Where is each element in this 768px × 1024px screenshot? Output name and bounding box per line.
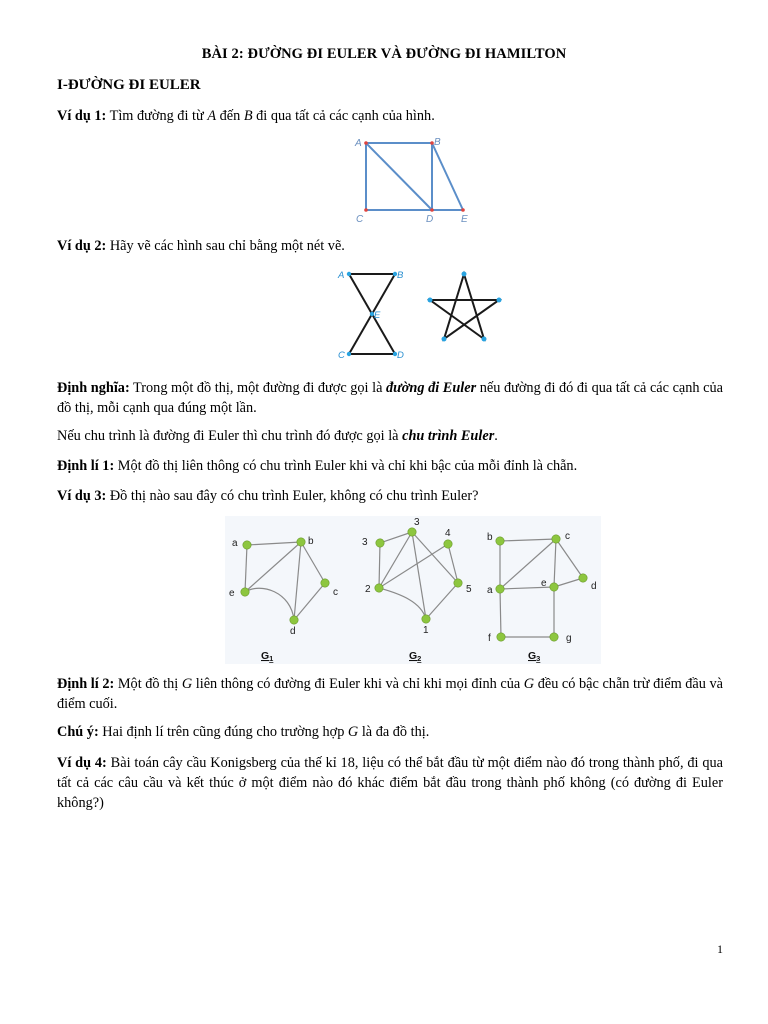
example-4: Ví dụ 4: Bài toán cây cầu Konigsberg của thế kỉ 18, liệu có thể bắt đầu từ một điểm nào đó trong thành phố, đi qua tất cả các câu cầu và kết thúc ở một điểm nào đó khác điểm bắt đầu trong thành phố không (có đường đi Euler không?) (57, 755, 723, 811)
figure-rect-graph (350, 134, 475, 226)
g3-caption: G3 (528, 650, 541, 663)
section-heading-euler: I-ĐƯỜNG ĐI EULER (57, 77, 201, 93)
example-1: Ví dụ 1: Tìm đường đi từ A đến B đi qua tất cả các cạnh của hình. (57, 108, 435, 124)
example-3-label: Ví dụ 3: (57, 488, 107, 504)
example-1-label: Ví dụ 1: (57, 108, 107, 124)
note: Chú ý: Hai định lí trên cũng đúng cho trường hợp G là đa đồ thị. (57, 724, 430, 740)
fig2-label-c: C (338, 350, 345, 361)
theorem-1: Định lí 1: Một đồ thị liên thông có chu trình Euler khi và chỉ khi bậc của mỗi đỉnh là chẵn. (57, 458, 578, 474)
g1-node-e: e (229, 588, 235, 599)
definition: Định nghĩa: Trong một đồ thị, một đường đi được gọi là đường đi Euler nếu đường đi đó đi qua tất cả các cạnh của đồ thị, mỗi cạnh qua đúng một lần. (57, 380, 723, 416)
g3-node-a: a (487, 585, 493, 596)
theorem-1-label: Định lí 1: (57, 458, 115, 474)
g2-node-5: 5 (466, 584, 472, 595)
g2-node-2: 2 (365, 584, 371, 595)
g2-node-4: 4 (445, 528, 451, 539)
page-title: BÀI 2: ĐƯỜNG ĐI EULER VÀ ĐƯỜNG ĐI HAMILTON (201, 46, 567, 62)
edge-be (432, 143, 463, 210)
g2-node-3: 3 (362, 537, 368, 548)
g3-node-d: d (591, 581, 597, 592)
theorem-2-label: Định lí 2: (57, 676, 115, 692)
g3-node-g: g (566, 633, 572, 644)
fig2-label-a: A (338, 270, 345, 281)
example-3: Ví dụ 3: Đồ thị nào sau đây có chu trình Euler, không có chu trình Euler? (57, 488, 479, 504)
g1-node-c: c (333, 587, 338, 598)
g1-node-b: b (308, 536, 314, 547)
g3-node-f: f (488, 633, 491, 644)
g3-node-b: b (487, 532, 493, 543)
fig2-label-d: D (397, 350, 404, 361)
g3-node-e: e (541, 578, 547, 589)
g1-caption: G1 (261, 650, 274, 663)
g1-node-d: d (290, 626, 296, 637)
fig1-label-c: C (356, 214, 364, 225)
g2-node-1: 1 (423, 625, 429, 636)
fig1-label-e: E (461, 214, 468, 225)
fig2-label-b: B (397, 270, 404, 281)
fig2-label-e: E (374, 310, 381, 321)
g2-node-3-top: 3 (414, 517, 420, 528)
g3-node-c: c (565, 531, 570, 542)
figure-one-stroke (330, 264, 520, 366)
star-shape (430, 274, 499, 339)
example-2-label: Ví dụ 2: (57, 238, 107, 254)
edge-ad (366, 143, 432, 210)
theorem-2: Định lí 2: Một đồ thị G liên thông có đường đi Euler khi và chỉ khi mọi đỉnh của G đều có bậc chẵn trừ điểm đầu và điểm cuối. (57, 676, 724, 712)
figure-graphs-g1-g2-g3 (225, 516, 601, 664)
example-2: Ví dụ 2: Hãy vẽ các hình sau chỉ bằng một nét vẽ. (57, 238, 345, 254)
g2-caption: G2 (409, 650, 422, 663)
note-label: Chú ý: (57, 724, 99, 740)
fig1-label-b: B (434, 137, 441, 148)
fig1-label-a: A (355, 138, 362, 149)
page-number: 1 (717, 942, 723, 956)
g1-node-a: a (232, 538, 238, 549)
definition-label: Định nghĩa: (57, 380, 130, 396)
euler-cycle-note: Nếu chu trình là đường đi Euler thì chu trình đó được gọi là chu trình Euler. (57, 428, 498, 444)
example-4-label: Ví dụ 4: (57, 755, 107, 771)
fig1-label-d: D (426, 214, 434, 225)
